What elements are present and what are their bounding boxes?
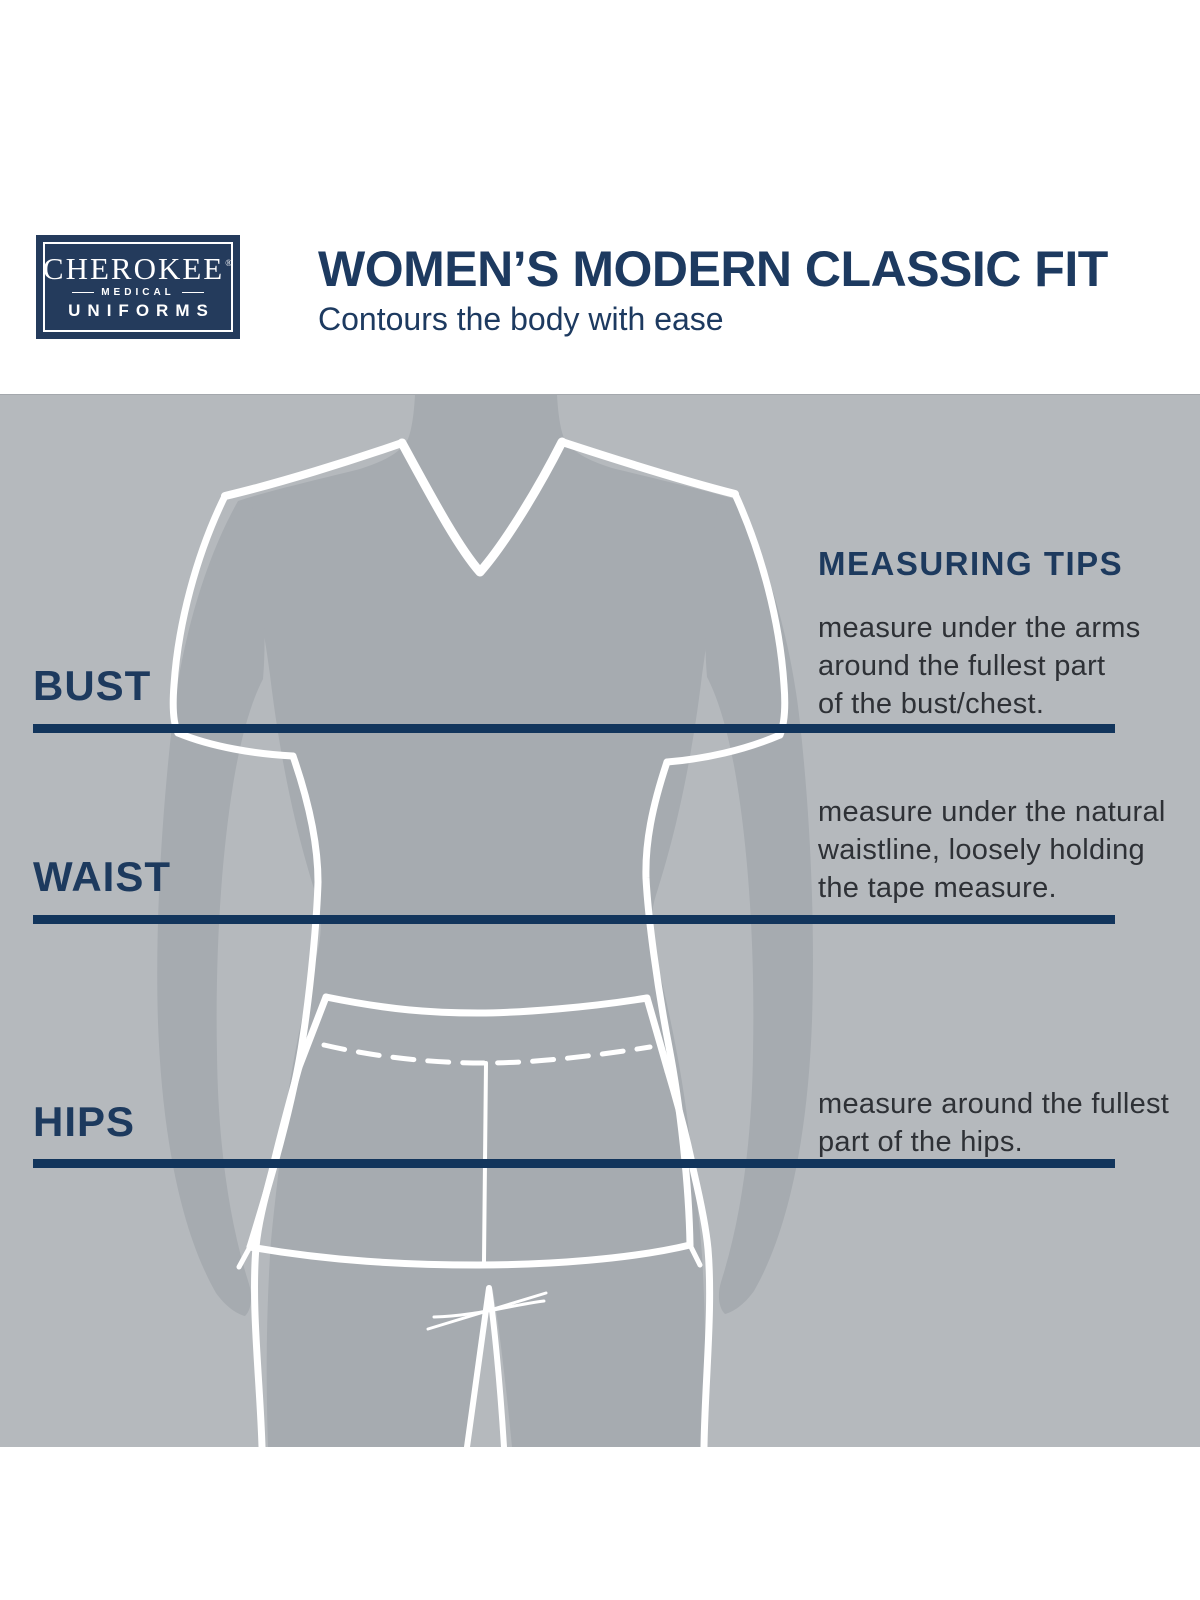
bust-tip	[818, 609, 1188, 723]
right-arm-silhouette	[705, 499, 813, 1314]
logo-brand-name	[42, 250, 235, 286]
cherokee-logo	[36, 235, 240, 339]
page-subtitle: Contours the body with ease	[318, 301, 724, 337]
page-title: WOMEN’S MODERN CLASSIC FIT	[318, 241, 1108, 297]
left-arm-silhouette	[157, 501, 264, 1316]
hips-label: HIPS	[33, 1098, 136, 1145]
bust-tip-line-1: measure under the arms	[818, 612, 1141, 644]
logo-uniforms-text: UNIFORMS	[68, 300, 215, 320]
waist-tip	[818, 793, 1188, 907]
waist-label: WAIST	[33, 853, 171, 900]
logo-medical-text: MEDICAL	[101, 286, 175, 298]
fit-diagram	[0, 394, 1200, 1447]
bust-tip-line-3: of the bust/chest.	[818, 688, 1045, 720]
waist-tip-line-1: measure under the natural	[818, 796, 1166, 828]
logo-medical-line	[72, 287, 204, 298]
measuring-tips-heading: MEASURING TIPS	[818, 545, 1124, 582]
logo-brand-text: CHEROKEE	[42, 250, 225, 286]
hips-tip	[818, 1085, 1188, 1161]
hips-tip-line-2: part of the hips.	[818, 1126, 1023, 1158]
hips-tip-line-1: measure around the fullest	[818, 1088, 1170, 1120]
waist-measurement-line	[33, 915, 1115, 924]
title-block	[318, 243, 1108, 337]
registered-trademark-symbol: ®	[225, 257, 235, 268]
waist-tip-line-3: the tape measure.	[818, 872, 1057, 904]
bust-label: BUST	[33, 662, 152, 709]
bust-measurement-line	[33, 724, 1115, 733]
bust-tip-line-2: around the fullest part	[818, 650, 1106, 682]
cherokee-logo-frame	[43, 242, 233, 332]
waist-tip-line-2: waistline, loosely holding	[818, 834, 1145, 866]
